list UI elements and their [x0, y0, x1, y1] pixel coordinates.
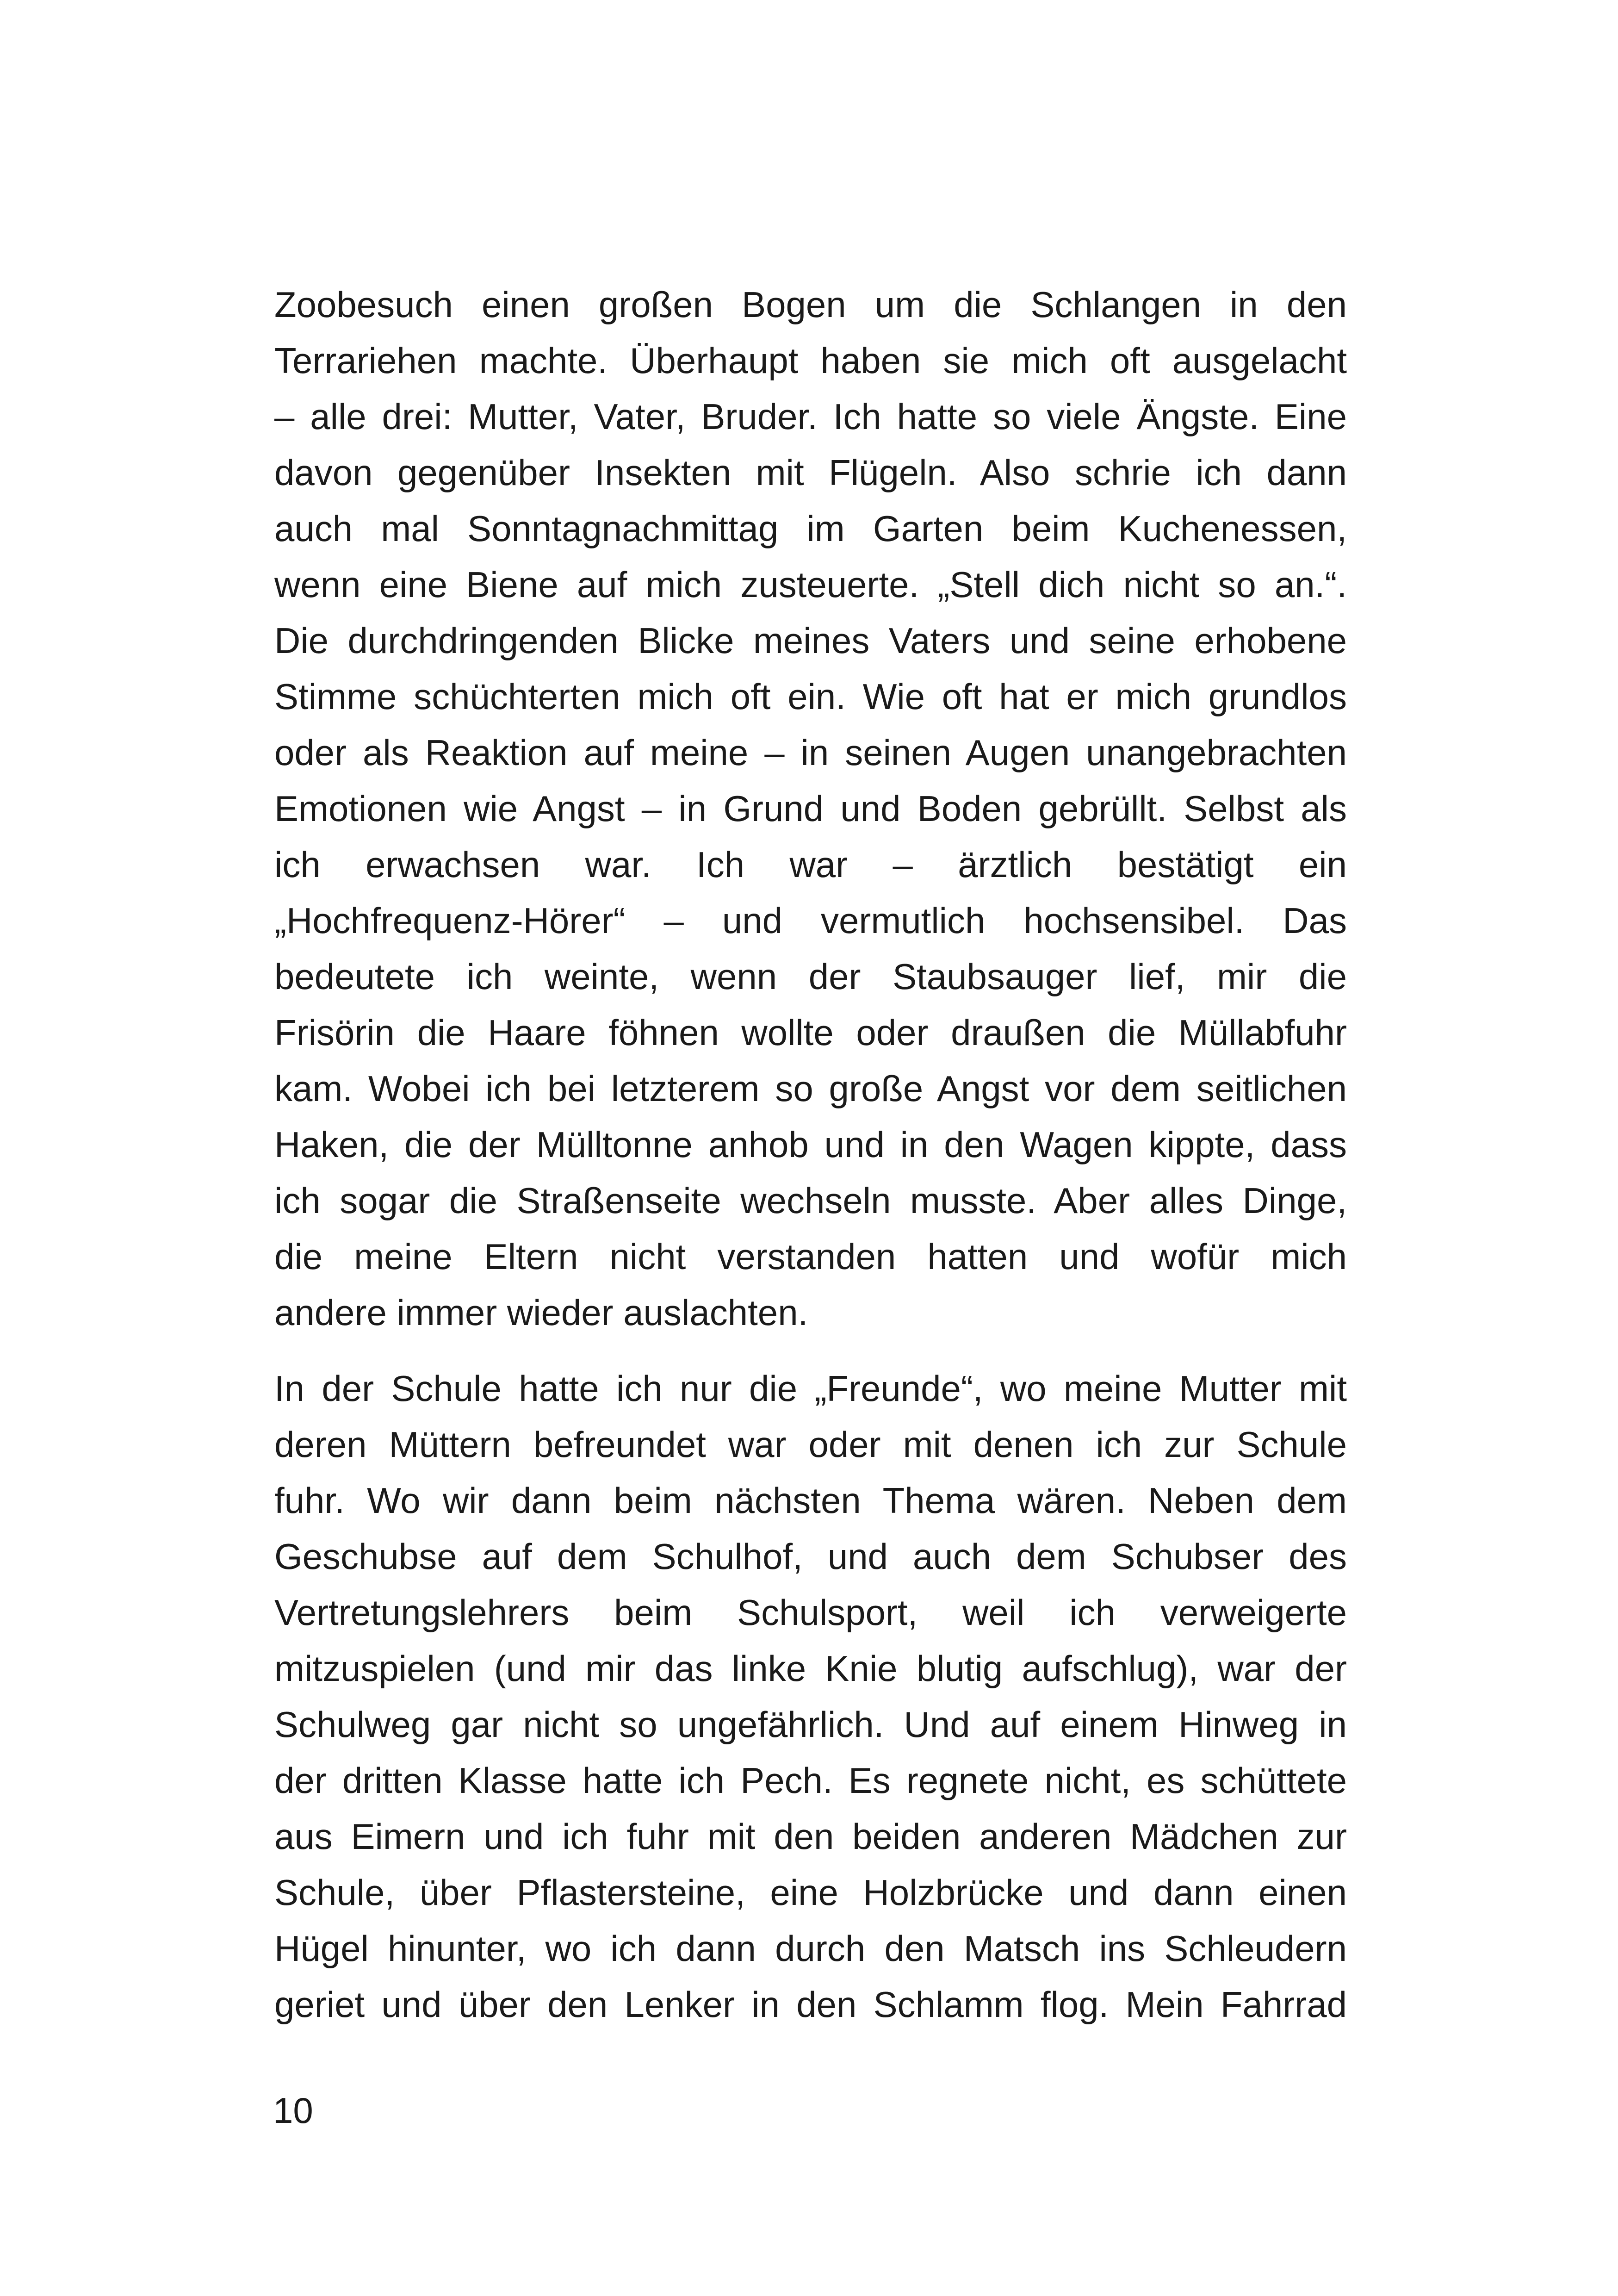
text-line: ich erwachsen war. Ich war – ärztlich bestätigt ein: [274, 844, 1347, 885]
text-line: bedeutete ich weinte, wenn der Staubsauger lief, mir die: [274, 956, 1347, 997]
text-line: wenn eine Biene auf mich zusteuerte. „Stell dich nicht so an.“.: [274, 564, 1347, 605]
text-line: – alle drei: Mutter, Vater, Bruder. Ich hatte so viele Ängste. Eine: [274, 396, 1347, 437]
text-line: Haken, die der Mülltonne anhob und in den Wagen kippte, dass: [274, 1124, 1347, 1165]
text-line: kam. Wobei ich bei letzterem so große Angst vor dem seitlichen: [274, 1068, 1347, 1109]
text-line: fuhr. Wo wir dann beim nächsten Thema wären. Neben dem: [274, 1480, 1347, 1521]
text-line: mitzuspielen (und mir das linke Knie blutig aufschlug), war der: [274, 1648, 1347, 1689]
text-line: deren Müttern befreundet war oder mit denen ich zur Schule: [274, 1424, 1347, 1465]
text-line: oder als Reaktion auf meine – in seinen Augen unangebrachten: [274, 732, 1347, 773]
text-line: Emotionen wie Angst – in Grund und Boden gebrüllt. Selbst als: [274, 788, 1347, 829]
paragraph-2: [274, 1361, 1347, 2033]
text-line: Zoobesuch einen großen Bogen um die Schlangen in den: [274, 284, 1347, 325]
text-line: die meine Eltern nicht verstanden hatten und wofür mich: [274, 1236, 1347, 1277]
text-line: Geschubse auf dem Schulhof, und auch dem Schubser des: [274, 1536, 1347, 1577]
paragraph-1: [274, 277, 1347, 1341]
text-line: Die durchdringenden Blicke meines Vaters und seine erhobene: [274, 620, 1347, 661]
text-line: In der Schule hatte ich nur die „Freunde“, wo meine Mutter mit: [274, 1368, 1347, 1409]
text-line: davon gegenüber Insekten mit Flügeln. Also schrie ich dann: [274, 452, 1347, 493]
text-line: Stimme schüchterten mich oft ein. Wie oft hat er mich grundlos: [274, 676, 1347, 717]
text-line: Schule, über Pflastersteine, eine Holzbrücke und dann einen: [274, 1872, 1347, 1913]
page-number: 10: [273, 2090, 313, 2131]
text-line: auch mal Sonntagnachmittag im Garten beim Kuchenessen,: [274, 508, 1347, 549]
text-line: Schulweg gar nicht so ungefährlich. Und auf einem Hinweg in: [274, 1704, 1347, 1745]
text-line: andere immer wieder auslachten.: [274, 1292, 808, 1333]
text-line: Terrariehen machte. Überhaupt haben sie mich oft ausgelacht: [274, 340, 1347, 381]
text-line: ich sogar die Straßenseite wechseln musste. Aber alles Dinge,: [274, 1180, 1347, 1221]
text-line: „Hochfrequenz-Hörer“ – und vermutlich hochsensibel. Das: [274, 900, 1347, 941]
text-line: der dritten Klasse hatte ich Pech. Es regnete nicht, es schüttete: [274, 1760, 1347, 1801]
text-line: aus Eimern und ich fuhr mit den beiden anderen Mädchen zur: [274, 1816, 1347, 1857]
text-line: Hügel hinunter, wo ich dann durch den Matsch ins Schleudern: [274, 1928, 1347, 1969]
text-line: Vertretungslehrers beim Schulsport, weil ich verweigerte: [274, 1592, 1347, 1633]
text-line: geriet und über den Lenker in den Schlamm flog. Mein Fahrrad: [274, 1984, 1347, 2025]
text-line: Frisörin die Haare föhnen wollte oder draußen die Müllabfuhr: [274, 1012, 1347, 1053]
